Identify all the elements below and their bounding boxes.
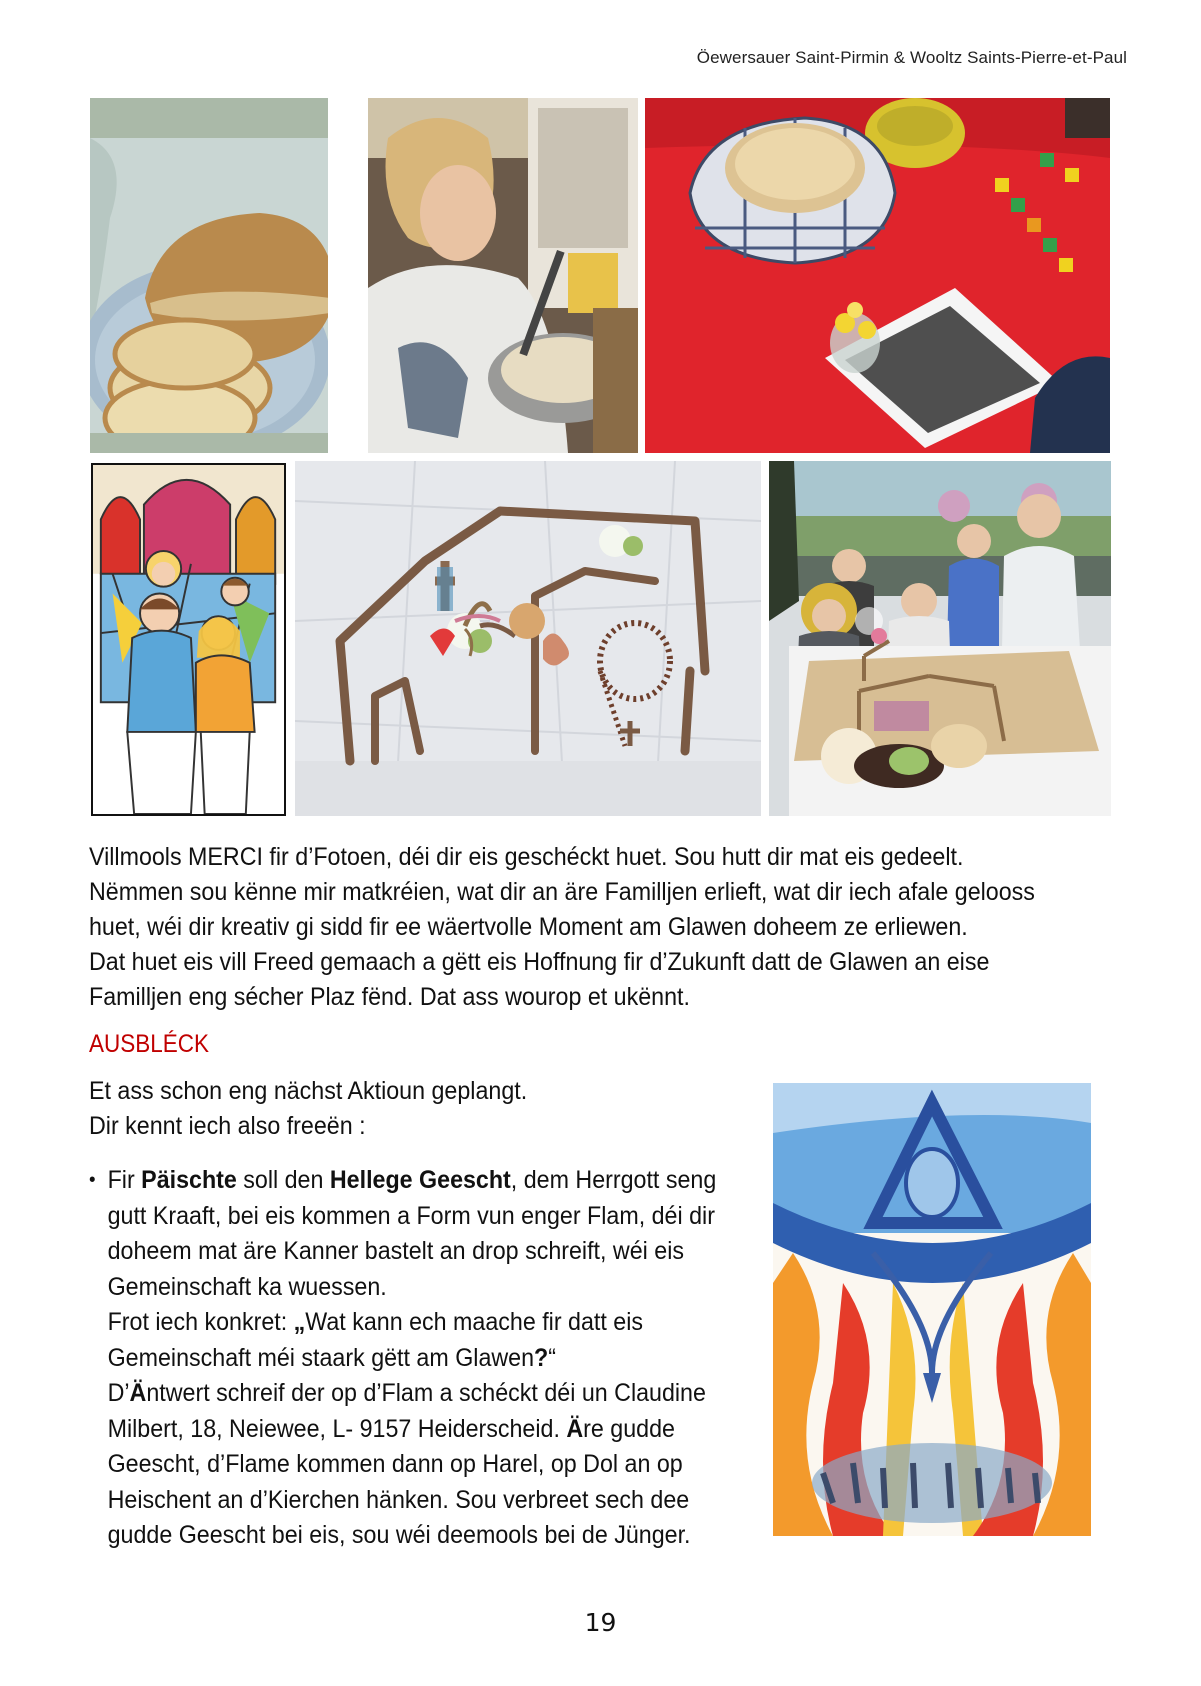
bullet-bold-letter: Ä [566,1414,584,1443]
lead-paragraph [89,1074,527,1144]
photo-bread-loaf [90,98,328,453]
bullet-text: Frot iech konkret: [107,1308,294,1336]
intro-line-1: Villmools MERCI fir d’Fotoen, déi dir eis geschéckt huet. Sou hutt dir mat eis gedeelt. [89,843,964,871]
photo-bread-basket-table [645,98,1110,453]
bullet-question: Wat kann ech maache fir datt eis Gemeinschaft méi staark gëtt am Glawen [107,1308,644,1372]
photo-children-with-church-model [769,461,1111,816]
bullet-quote-close: “ [548,1343,556,1372]
bullet-quote-open: „ [293,1308,306,1336]
illustration-family-church-window [91,463,286,816]
section-title: AUSBLÉCK [89,1030,210,1058]
intro-line-2: Nëmmen sou kënne mir matkréien, wat dir an äre Familljen erlieft, wat dir iech afale gelooss [89,878,1035,906]
intro-line-3: huet, wéi dir kreativ gi sidd fir ee wäertvolle Moment am Glawen doheem ze erliewen. [89,913,968,941]
bullet-text: , dem Herrgott seng gutt Kraaft, bei eis kommen a Form vun enger Flam, déi dir doheem mat äre Kanner bastelt an drop schreift, wéi eis Gemeinschaft ka wuessen. [107,1166,717,1301]
photo-church-from-twigs [295,461,761,816]
bullet-text: ntwert schreif der op d’Flam a schéckt déi un Claudine Milbert, 18, Neiewee, L- 9157 Heiderscheid. [107,1379,706,1443]
bullet-item [89,1163,721,1554]
bullet-bold-paischte: Päischte [141,1166,237,1194]
bullet-text: D’ [107,1379,130,1407]
bullet-bold-hellege-geescht: Hellege Geescht [329,1166,511,1194]
lead-line-2: Dir kennt iech also freeën : [89,1112,366,1140]
bullet-dot: • [89,1169,96,1191]
bullet-text: soll den [236,1166,330,1194]
bullet-bold-letter: Ä [129,1379,147,1407]
page-number: 19 [584,1608,617,1637]
intro-line-5: Familljen eng sécher Plaz fënd. Dat ass wourop et ukënnt. [89,983,690,1011]
intro-line-4: Dat huet eis vill Freed gemaach a gëtt eis Hoffnung fir d’Zukunft datt de Glawen an eise [89,948,990,976]
lead-line-1: Et ass schon eng nächst Aktioun geplangt. [89,1077,528,1105]
intro-paragraph [89,840,1066,1015]
painting-holy-spirit-flames [773,1083,1091,1536]
bullet-question-mark: ? [534,1343,549,1372]
bullet-text: re gudde Geescht, d’Flame kommen dann op Harel, op Dol an op Heischent an d’Kierchen hänken. Sou verbreet sech dee gudde Geescht bei eis, sou wéi deemools bei de Jünger. [107,1414,691,1549]
photo-girl-baking [368,98,638,453]
running-header: Öewersauer Saint-Pirmin & Wooltz Saints-Pierre-et-Paul [696,48,1127,67]
bullet-body [89,1163,721,1554]
bullet-text: Fir [107,1166,142,1194]
